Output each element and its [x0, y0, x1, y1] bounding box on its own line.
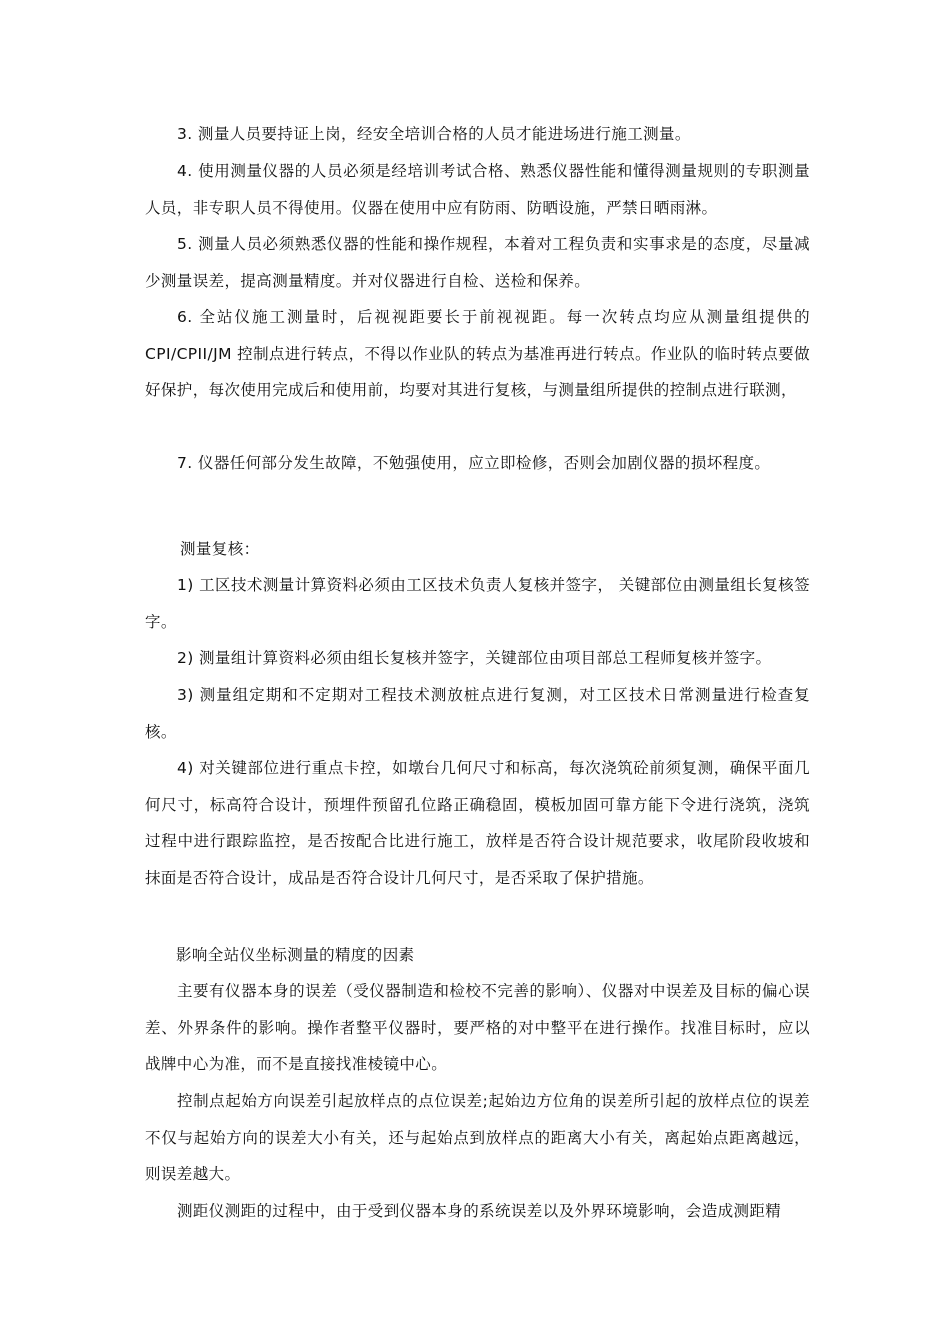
factors-paragraph-2: 控制点起始方向误差引起放样点的点位误差;起始边方位角的误差所引起的放样点位的误差不仅与起始方向的误差大小有关，还与起始点到放样点的距离大小有关，离起始点距离越远，则误差越大。 [145, 1092, 810, 1183]
factors-paragraph-1: 主要有仪器本身的误差（受仪器制造和检校不完善的影响）、仪器对中误差及目标的偏心误差、外界条件的影响。操作者整平仪器时，要严格的对中整平在进行操作。找准目标时，应以战牌中心为准，而不是直接找准棱镜中心。 [145, 982, 810, 1073]
review-item-4: 4) 对关键部位进行重点卡控，如墩台几何尺寸和标高，每次浇筑砼前须复测，确保平面几何尺寸，标高符合设计，预埋件预留孔位路正确稳固，模板加固可靠方能下令进行浇筑，浇筑过程中进行跟踪监控，是否按配合比进行施工，放样是否符合设计规范要求，收尾阶段收坡和抹面是否符合设计，成品是否符合设计几何尺寸，是否采取了保护措施。 [145, 759, 810, 887]
review-item-1: 1) 工区技术测量计算资料必须由工区技术负责人复核并签字， 关键部位由测量组长复核签字。 [145, 576, 810, 631]
rule-3: 3. 测量人员要持证上岗，经安全培训合格的人员才能进场进行施工测量。 [177, 125, 691, 143]
rule-6: 6. 全站仪施工测量时，后视视距要长于前视视距。每一次转点均应从测量组提供的CPI/CPII/JM 控制点进行转点，不得以作业队的转点为基准再进行转点。作业队的临时转点要做好保护，每次使用完成后和使用前，均要对其进行复核，与测量组所提供的控制点进行联测， [145, 308, 810, 399]
rule-5: 5. 测量人员必须熟悉仪器的性能和操作规程，本着对工程负责和实事求是的态度，尽量减少测量误差，提高测量精度。并对仪器进行自检、送检和保养。 [145, 235, 810, 290]
rule-4: 4. 使用测量仪器的人员必须是经培训考试合格、熟悉仪器性能和懂得测量规则的专职测量人员，非专职人员不得使用。仪器在使用中应有防雨、防晒设施，严禁日晒雨淋。 [145, 162, 810, 217]
rule-7: 7. 仪器任何部分发生故障，不勉强使用，应立即检修，否则会加剧仪器的损坏程度。 [177, 454, 771, 472]
review-item-3: 3) 测量组定期和不定期对工程技术测放桩点进行复测，对工区技术日常测量进行检查复核。 [145, 686, 810, 741]
factors-paragraph-3: 测距仪测距的过程中，由于受到仪器本身的系统误差以及外界环境影响，会造成测距精 [177, 1202, 782, 1220]
review-item-2: 2) 测量组计算资料必须由组长复核并签字，关键部位由项目部总工程师复核并签字。 [177, 649, 772, 667]
review-heading: 测量复核： [180, 540, 260, 558]
factors-heading: 影响全站仪坐标测量的精度的因素 [176, 946, 415, 964]
